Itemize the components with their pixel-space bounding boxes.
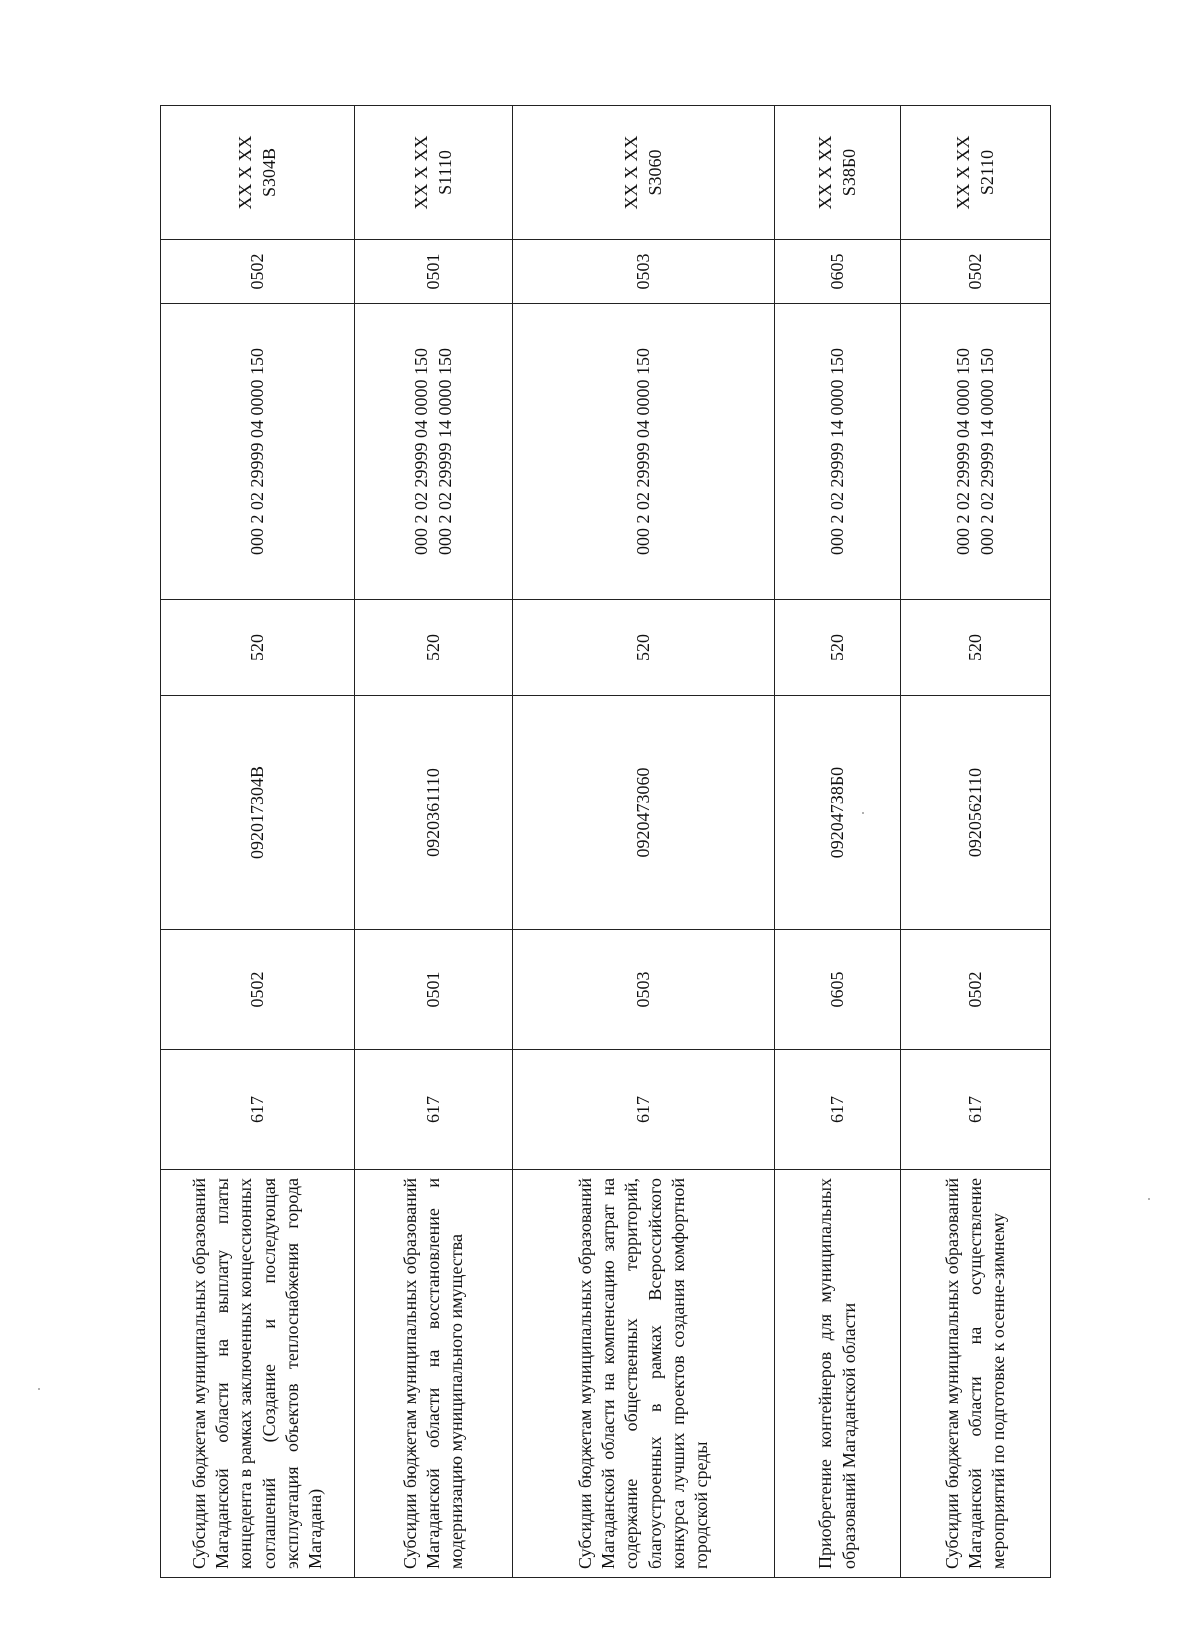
row-target-article: 0920562110	[901, 696, 1051, 930]
row-target-article: 0920361110	[355, 696, 513, 930]
row-expense-type: 520	[513, 600, 775, 696]
rotated-table-wrapper	[160, 106, 1050, 1578]
row-section-code-2: 0503	[513, 240, 775, 304]
scan-speck	[862, 812, 864, 814]
row-section-code: 0503	[513, 930, 775, 1050]
row-admin-code: 617	[775, 1050, 901, 1170]
row-description: Субсидии бюджетам муниципальных образований Магаданской области на осуществление мероприятий по подготовке к осенне-зимнему	[901, 1170, 1051, 1578]
row-section-code-2: 0605	[775, 240, 901, 304]
row-revenue-codes	[513, 304, 775, 600]
revenue-code: 000 2 02 29999 04 0000 150	[953, 348, 974, 555]
row-section-code: 0605	[775, 930, 901, 1050]
row-admin-code: 617	[355, 1050, 513, 1170]
row-section-code-2: 0502	[901, 240, 1051, 304]
subsidy-table	[160, 105, 1051, 1578]
row-description: Приобретение контейнеров для муниципальных образований Магаданской области	[775, 1170, 901, 1578]
row-expense-type: 520	[775, 600, 901, 696]
row-local-code: XX X XX S1110	[355, 106, 513, 240]
scan-speck	[1148, 1198, 1150, 1200]
row-description: Субсидии бюджетам муниципальных образований Магаданской области на выплату платы концедента в рамках заключенных концессионных соглашений (Создание и последующая эксплуатация объектов теплоснабжения города Магадана)	[161, 1170, 355, 1578]
row-local-code: XX X XX S2110	[901, 106, 1051, 240]
table-row	[513, 106, 775, 1578]
revenue-code: 000 2 02 29999 14 0000 150	[976, 348, 997, 555]
row-admin-code: 617	[901, 1050, 1051, 1170]
table-row	[775, 106, 901, 1578]
row-description: Субсидии бюджетам муниципальных образований Магаданской области на восстановление и модернизацию муниципального имущества	[355, 1170, 513, 1578]
row-admin-code: 617	[513, 1050, 775, 1170]
revenue-code: 000 2 02 29999 04 0000 150	[632, 348, 653, 555]
row-section-code: 0501	[355, 930, 513, 1050]
row-section-code: 0502	[901, 930, 1051, 1050]
revenue-code: 000 2 02 29999 04 0000 150	[246, 348, 267, 555]
row-revenue-codes	[775, 304, 901, 600]
row-section-code: 0502	[161, 930, 355, 1050]
table-row	[161, 106, 355, 1578]
row-local-code: XX X XX S3060	[513, 106, 775, 240]
row-revenue-codes	[901, 304, 1051, 600]
row-section-code-2: 0502	[161, 240, 355, 304]
row-target-article: 092017304В	[161, 696, 355, 930]
row-expense-type: 520	[355, 600, 513, 696]
row-target-article: 0920473060	[513, 696, 775, 930]
row-description: Субсидии бюджетам муниципальных образований Магаданской области на компенсацию затрат на содержание общественных территорий, благоустроенных в рамках Всероссийского конкурса лучших проектов создания комфортной городской среды	[513, 1170, 775, 1578]
scan-speck	[38, 1388, 40, 1390]
row-local-code: XX X XX S38Б0	[775, 106, 901, 240]
row-expense-type: 520	[161, 600, 355, 696]
row-revenue-codes	[161, 304, 355, 600]
table-row	[355, 106, 513, 1578]
row-section-code-2: 0501	[355, 240, 513, 304]
row-admin-code: 617	[161, 1050, 355, 1170]
revenue-code: 000 2 02 29999 04 0000 150	[411, 348, 432, 555]
table-row	[901, 106, 1051, 1578]
row-revenue-codes	[355, 304, 513, 600]
row-local-code: XX X XX S304В	[161, 106, 355, 240]
revenue-code: 000 2 02 29999 14 0000 150	[826, 348, 847, 555]
row-target-article: 092047З8Б0	[775, 696, 901, 930]
row-expense-type: 520	[901, 600, 1051, 696]
revenue-code: 000 2 02 29999 14 0000 150	[434, 348, 455, 555]
